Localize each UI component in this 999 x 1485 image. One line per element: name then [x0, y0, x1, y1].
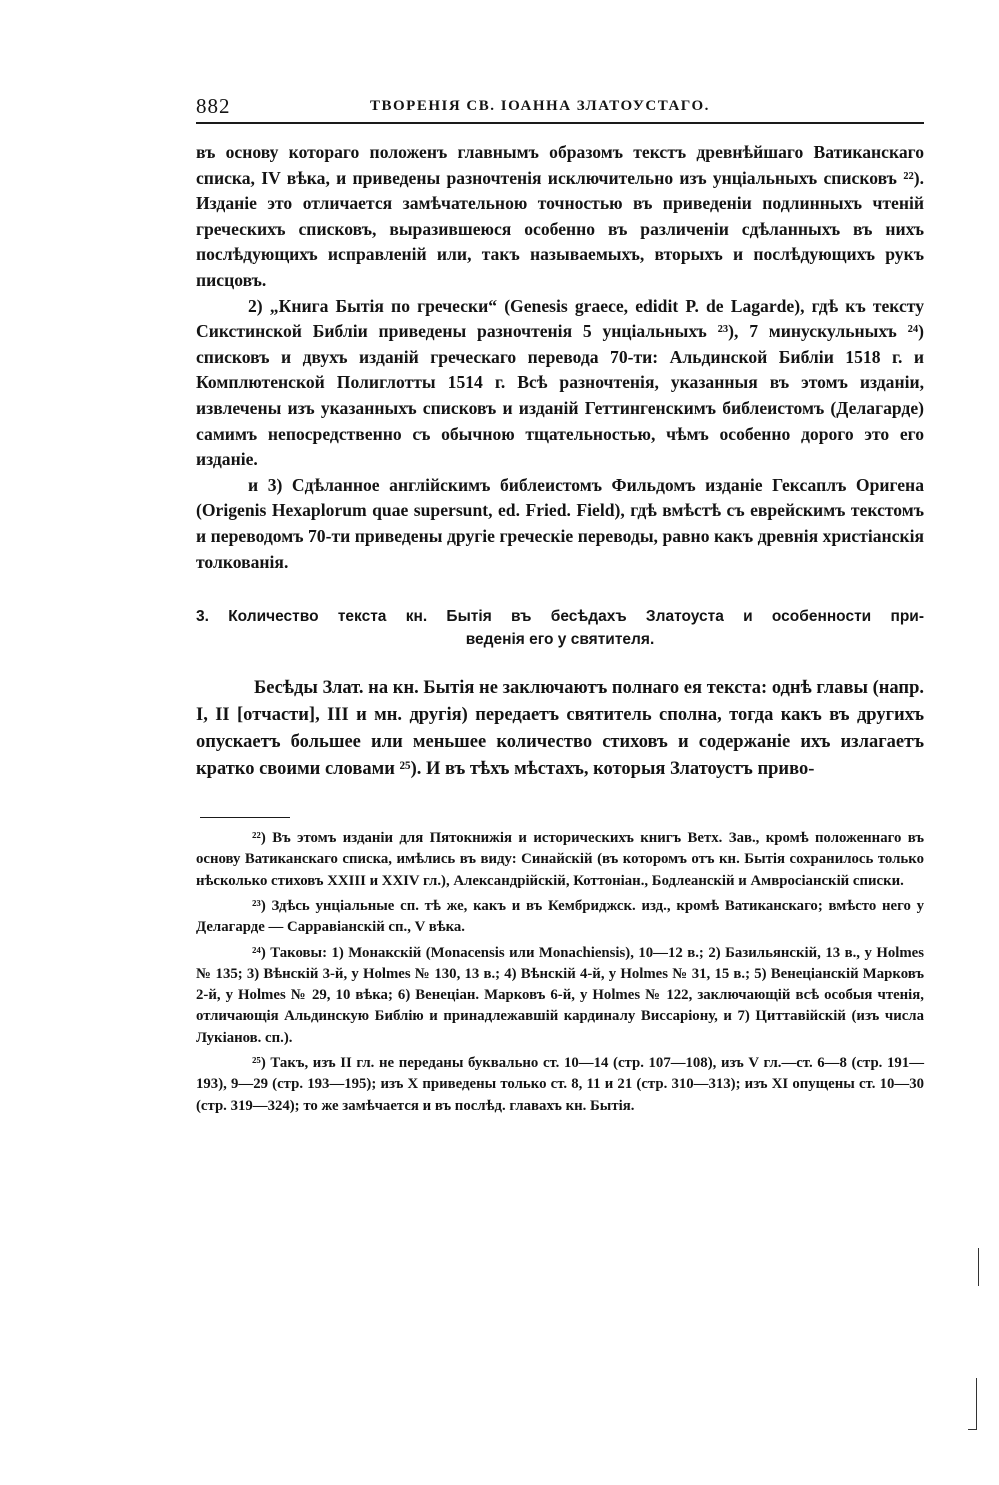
paragraph-item-3: и 3) Сдѣланное англійскимъ библеистомъ Фильдомъ изданіе Гексаплъ Оригена (Origenis Hexaplorum quae supersunt, ed. Fried. Field), гдѣ вмѣстѣ съ еврейскимъ текстомъ и переводомъ 70-ти приведены другіе греческіе переводы, равно какъ древнія христіанскія толкованія.	[196, 474, 924, 572]
footnotes	[196, 828, 924, 1117]
section-heading-line-2: веденія его у святителя.	[465, 631, 655, 649]
book-page	[196, 92, 924, 1121]
section-text	[196, 675, 924, 783]
paragraph-item-2: 2) „Книга Бытія по гречески“ (Genesis graece, edidit P. de Lagarde), гдѣ къ тексту Сикстинской Библіи приведены разночтенія 5 унціальныхъ ²³), 7 минускульныхъ ²⁴) списковъ и двухъ изданій греческаго перевода 70-ти: Альдинской Библіи 1518 г. и Комплютенской Полиглотты 1514 г. Всѣ разночтенія, указанныя въ этомъ изданіи, извлечены изъ указанныхъ списковъ и изданій Геттингенскимъ библеистомъ (Делагарде) самимъ непосредственно съ обычною тщательностью, чѣмъ особенно дорого это его изданіе.	[196, 295, 924, 470]
footnote-23: ²³) Здѣсь унціальные сп. тѣ же, какъ и въ Кембриджск. изд., кромѣ Ватиканскаго; вмѣсто него у Делагарде — Сарравіанскій сп., V вѣка.	[196, 897, 924, 936]
section-paragraph: Бесѣды Злат. на кн. Бытія не заключаютъ полнаго ея текста: однѣ главы (напр. I, II [отчасти], III и мн. другія) передаетъ святитель сполна, тогда какъ въ другихъ опускаетъ большее или меньшее количество стиховъ и содержаніе ихъ излагаетъ кратко своими словами ²⁵). И въ тѣхъ мѣстахъ, которыя Златоустъ приво-	[196, 678, 924, 780]
section-heading	[196, 605, 924, 651]
footnote-22: ²²) Въ этомъ изданіи для Пятокнижія и историческихъ книгъ Ветх. Зав., кромѣ положеннаго въ основу Ватиканскаго списка, имѣлись въ виду: Синайскій (въ которомъ отъ кн. Бытія сохранилось только нѣсколько стиховъ XXIII и XXIV гл.), Александрійскій, Коттоніан., Бодлеанскій и Амвросіанскій списки.	[196, 830, 924, 889]
scan-margin-mark	[968, 1429, 977, 1430]
page-number: 882	[196, 94, 231, 118]
footnote-25: ²⁵) Такъ, изъ II гл. не переданы буквально ст. 10—14 (стр. 107—108), изъ V гл.—ст. 6—8 (стр. 191—193), 9—29 (стр. 193—195); изъ X приведены только ст. 8, 11 и 21 (стр. 310—313); изъ XI опущены ст. 10—30 (стр. 319—324); то же замѣчается и въ послѣд. главахъ кн. Бытія.	[196, 1055, 924, 1114]
section-heading-line-1: 3. Количество текста кн. Бытія въ бесѣдахъ Златоуста и особенности при-	[196, 608, 924, 626]
running-title: ТВОРЕНІЯ СВ. ІОАННА ЗЛАТОУСТАГО.	[370, 98, 710, 114]
scan-margin-mark	[978, 1248, 979, 1286]
footnote-rule	[200, 817, 290, 818]
footnote-24: ²⁴) Таковы: 1) Монакскій (Monacensis или Monachiensis), 10—12 в.; 2) Базильянскій, 13 в., у Holmes № 135; 3) Вѣнскій 3-й, у Holmes № 130, 13 в.; 4) Вѣнскій 4-й, у Holmes № 31, 15 в.; 5) Венеціанскій Марковъ 2-й, у Holmes № 29, 10 вѣка; 6) Венеціан. Марковъ 6-й, у Holmes № 122, заключающій всѣ особыя чтенія, отличающія Альдинскую Библію и принадлежавшій кардиналу Виссаріону, и 7) Циттавійскій (изъ числа Лукіанов. сп.).	[196, 944, 924, 1046]
main-text	[196, 140, 924, 575]
paragraph-continuation: въ основу котораго положенъ главнымъ образомъ текстъ древнѣйшаго Ватиканскаго списка, IV вѣка, и приведены разночтенія исключительно изъ унціальныхъ списковъ ²²). Изданіе это отличается замѣчательною точностью въ приведеніи подлинныхъ чтеній греческихъ списковъ, выразившеюся особенно въ различеніи сдѣланныхъ въ нихъ послѣдующихъ исправленій или, такъ называемыхъ, вторыхъ и послѣдующихъ рукъ писцовъ.	[196, 142, 924, 290]
running-header	[196, 92, 924, 124]
scan-margin-mark	[976, 1378, 977, 1430]
